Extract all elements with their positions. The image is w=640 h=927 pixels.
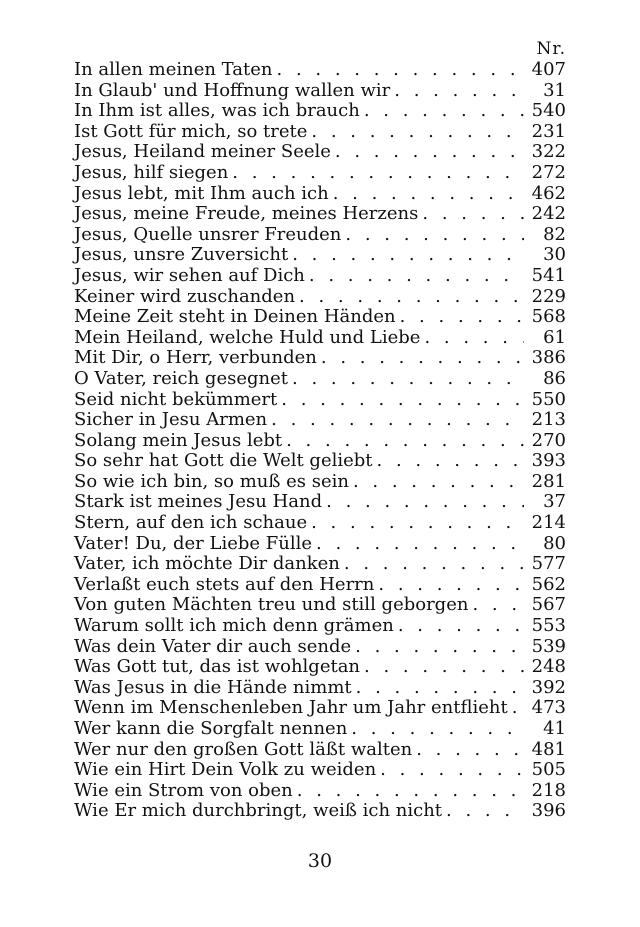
hymn-number: 322 xyxy=(531,141,566,163)
hymn-number: 248 xyxy=(531,656,566,678)
index-entry xyxy=(74,554,566,575)
entry-title: Wenn im Menschenleben Jahr um Jahr entflieht xyxy=(74,697,508,719)
entry-title: Jesus, unsre Zuversicht xyxy=(74,244,289,266)
hymn-number: 392 xyxy=(531,676,566,698)
hymn-number: 481 xyxy=(531,738,566,760)
entry-title: Mein Heiland, welche Huld und Liebe xyxy=(74,326,421,348)
index-entry xyxy=(74,142,566,163)
hymn-number: 80 xyxy=(543,532,566,554)
index-entry xyxy=(74,307,566,328)
dot-leader xyxy=(292,245,524,266)
entry-title: Wie ein Hirt Dein Volk zu weiden xyxy=(74,759,377,781)
entry-title: In allen meinen Taten xyxy=(74,59,273,80)
entry-title: O Vater, reich gesegnet xyxy=(74,367,288,389)
hymn-number: 396 xyxy=(531,800,566,822)
dot-leader xyxy=(356,678,524,699)
dot-leader xyxy=(345,225,524,246)
entry-title: Wer nur den großen Gott läßt walten xyxy=(74,738,413,760)
dot-leader xyxy=(400,307,524,328)
index-entry xyxy=(74,390,566,411)
hymn-number: 31 xyxy=(543,79,566,101)
index-entry xyxy=(74,451,566,472)
index-entry xyxy=(74,410,566,431)
dot-leader xyxy=(416,740,524,761)
index-entry xyxy=(74,122,566,143)
hymn-number: 37 xyxy=(543,491,566,513)
index-entry xyxy=(74,534,566,555)
entry-title: Meine Zeit steht in Deinen Händen xyxy=(74,306,396,328)
entry-title: Vater! Du, der Liebe Fülle xyxy=(74,532,312,554)
dot-leader xyxy=(335,142,524,163)
index-entry xyxy=(74,513,566,534)
hymn-number: 393 xyxy=(531,450,566,472)
hymn-number: 270 xyxy=(531,429,566,451)
dot-leader xyxy=(281,390,524,411)
dot-leader xyxy=(271,410,524,431)
hymn-number: 562 xyxy=(531,573,566,595)
hymn-number: 550 xyxy=(531,388,566,410)
index-entry xyxy=(74,369,566,390)
dot-leader xyxy=(311,122,524,143)
hymn-number: 568 xyxy=(531,306,566,328)
index-entry xyxy=(74,575,566,596)
hymn-number: 86 xyxy=(543,367,566,389)
entry-title: Mit Dir, o Herr, verbunden xyxy=(74,347,317,369)
index-entry xyxy=(74,698,566,719)
entry-title: Sicher in Jesu Armen xyxy=(74,409,268,431)
dot-leader xyxy=(398,616,524,637)
index-entry xyxy=(74,492,566,513)
hymn-number: 229 xyxy=(531,285,566,307)
dot-leader xyxy=(364,657,524,678)
index-entry xyxy=(74,616,566,637)
index-entry xyxy=(74,637,566,658)
dot-leader xyxy=(299,287,524,308)
hymn-number: 82 xyxy=(543,223,566,245)
index-entry xyxy=(74,60,566,81)
entry-title: Jesus, Heiland meiner Seele xyxy=(74,141,331,163)
index-entry xyxy=(74,678,566,699)
index-entry xyxy=(74,101,566,122)
hymn-number: 231 xyxy=(531,120,566,142)
dot-leader xyxy=(309,266,524,287)
hymn-number: 41 xyxy=(543,718,566,739)
index-entry xyxy=(74,287,566,308)
hymn-number: 272 xyxy=(531,161,566,183)
hymn-number: 30 xyxy=(543,244,566,266)
entry-title: Solang mein Jesus lebt xyxy=(74,429,283,451)
hymn-number: 541 xyxy=(531,264,566,286)
hymn-number: 539 xyxy=(531,635,566,657)
index-entry xyxy=(74,740,566,761)
entry-title: Wie Er mich durchbringt, weiß ich nicht xyxy=(74,800,443,822)
hymn-number: 462 xyxy=(531,182,566,204)
hymn-number: 577 xyxy=(531,553,566,575)
entry-title: Jesus, hilf siegen xyxy=(74,161,229,183)
dot-leader xyxy=(355,637,524,658)
hymn-number: 242 xyxy=(531,203,566,225)
index-entry xyxy=(74,245,566,266)
hymn-number: 214 xyxy=(531,512,566,534)
dot-leader xyxy=(292,369,524,390)
entry-title: Jesus lebt, mit Ihm auch ich xyxy=(74,182,329,204)
dot-leader xyxy=(424,328,524,349)
entry-title: Jesus, wir sehen auf Dich xyxy=(74,264,305,286)
dot-leader xyxy=(472,595,524,616)
index-entry xyxy=(74,225,566,246)
entry-title: Was Gott tut, das ist wohlgetan xyxy=(74,656,361,678)
dot-leader xyxy=(286,431,524,452)
entry-title: Warum sollt ich mich denn grämen xyxy=(74,615,394,637)
entry-title: Ist Gott für mich, so trete xyxy=(74,120,308,142)
dot-leader xyxy=(512,698,524,719)
dot-leader xyxy=(232,163,524,184)
dot-leader xyxy=(297,781,524,802)
hymn-number: 213 xyxy=(531,409,566,431)
index-entry xyxy=(74,760,566,781)
entry-title: Wer kann die Sorgfalt nennen xyxy=(74,718,348,739)
dot-leader xyxy=(316,534,524,555)
entry-title: Was dein Vater dir auch sende xyxy=(74,635,352,657)
hymn-number: 540 xyxy=(531,100,566,122)
entry-title: In Ihm ist alles, was ich brauch xyxy=(74,100,360,122)
entry-title: Seid nicht bekümmert xyxy=(74,388,278,410)
dot-leader xyxy=(394,81,524,102)
hymn-number: 473 xyxy=(531,697,566,719)
index-entry xyxy=(74,801,566,822)
hymn-number: 386 xyxy=(531,347,566,369)
entry-title: Jesus, meine Freude, meines Herzens xyxy=(74,203,419,225)
index-entry xyxy=(74,163,566,184)
index-entry xyxy=(74,657,566,678)
hymn-number: 61 xyxy=(543,326,566,348)
entry-title: So wie ich bin, so muß es sein xyxy=(74,470,349,492)
entry-title: In Glaub' und Hoffnung wallen wir xyxy=(74,79,391,101)
dot-leader xyxy=(344,554,524,575)
index-entry xyxy=(74,348,566,369)
page-number: 30 xyxy=(307,850,333,872)
entry-title: Stark ist meines Jesu Hand xyxy=(74,491,323,513)
hymn-number: 407 xyxy=(531,59,566,80)
index-entry xyxy=(74,595,566,616)
dot-leader xyxy=(378,575,524,596)
entry-title: Jesus, Quelle unsrer Freuden xyxy=(74,223,342,245)
dot-leader xyxy=(377,451,524,472)
dot-leader xyxy=(321,348,524,369)
entry-title: Keiner wird zuschanden xyxy=(74,285,296,307)
entry-title: So sehr hat Gott die Welt geliebt xyxy=(74,450,373,472)
index-entry xyxy=(74,719,566,740)
index-entry xyxy=(74,204,566,225)
dot-leader xyxy=(326,492,524,513)
dot-leader xyxy=(380,760,524,781)
entry-title: Was Jesus in die Hände nimmt xyxy=(74,676,352,698)
index-entry xyxy=(74,781,566,802)
entry-title: Stern, auf den ich schaue xyxy=(74,512,308,534)
dot-leader xyxy=(446,801,524,822)
hymn-number: 505 xyxy=(531,759,566,781)
index-entry xyxy=(74,328,566,349)
entry-title: Verlaßt euch stets auf den Herrn xyxy=(74,573,375,595)
entry-title: Wie ein Strom von oben xyxy=(74,779,293,801)
index-entry xyxy=(74,431,566,452)
dot-leader xyxy=(364,101,524,122)
dot-leader xyxy=(351,719,524,740)
index-entry xyxy=(74,184,566,205)
entry-title: Von guten Mächten treu und still geborgen xyxy=(74,594,469,616)
hymn-number: 567 xyxy=(531,594,566,616)
dot-leader xyxy=(422,204,524,225)
number-column-header: Nr. xyxy=(536,39,566,59)
index-entry xyxy=(74,472,566,493)
hymn-number: 281 xyxy=(531,470,566,492)
dot-leader xyxy=(333,184,524,205)
hymn-number: 218 xyxy=(531,779,566,801)
hymn-index-list xyxy=(74,60,566,822)
dot-leader xyxy=(353,472,524,493)
dot-leader xyxy=(311,513,524,534)
index-entry xyxy=(74,81,566,102)
index-entry xyxy=(74,266,566,287)
entry-title: Vater, ich möchte Dir danken xyxy=(74,553,340,575)
dot-leader xyxy=(277,60,525,81)
hymn-number: 553 xyxy=(531,615,566,637)
